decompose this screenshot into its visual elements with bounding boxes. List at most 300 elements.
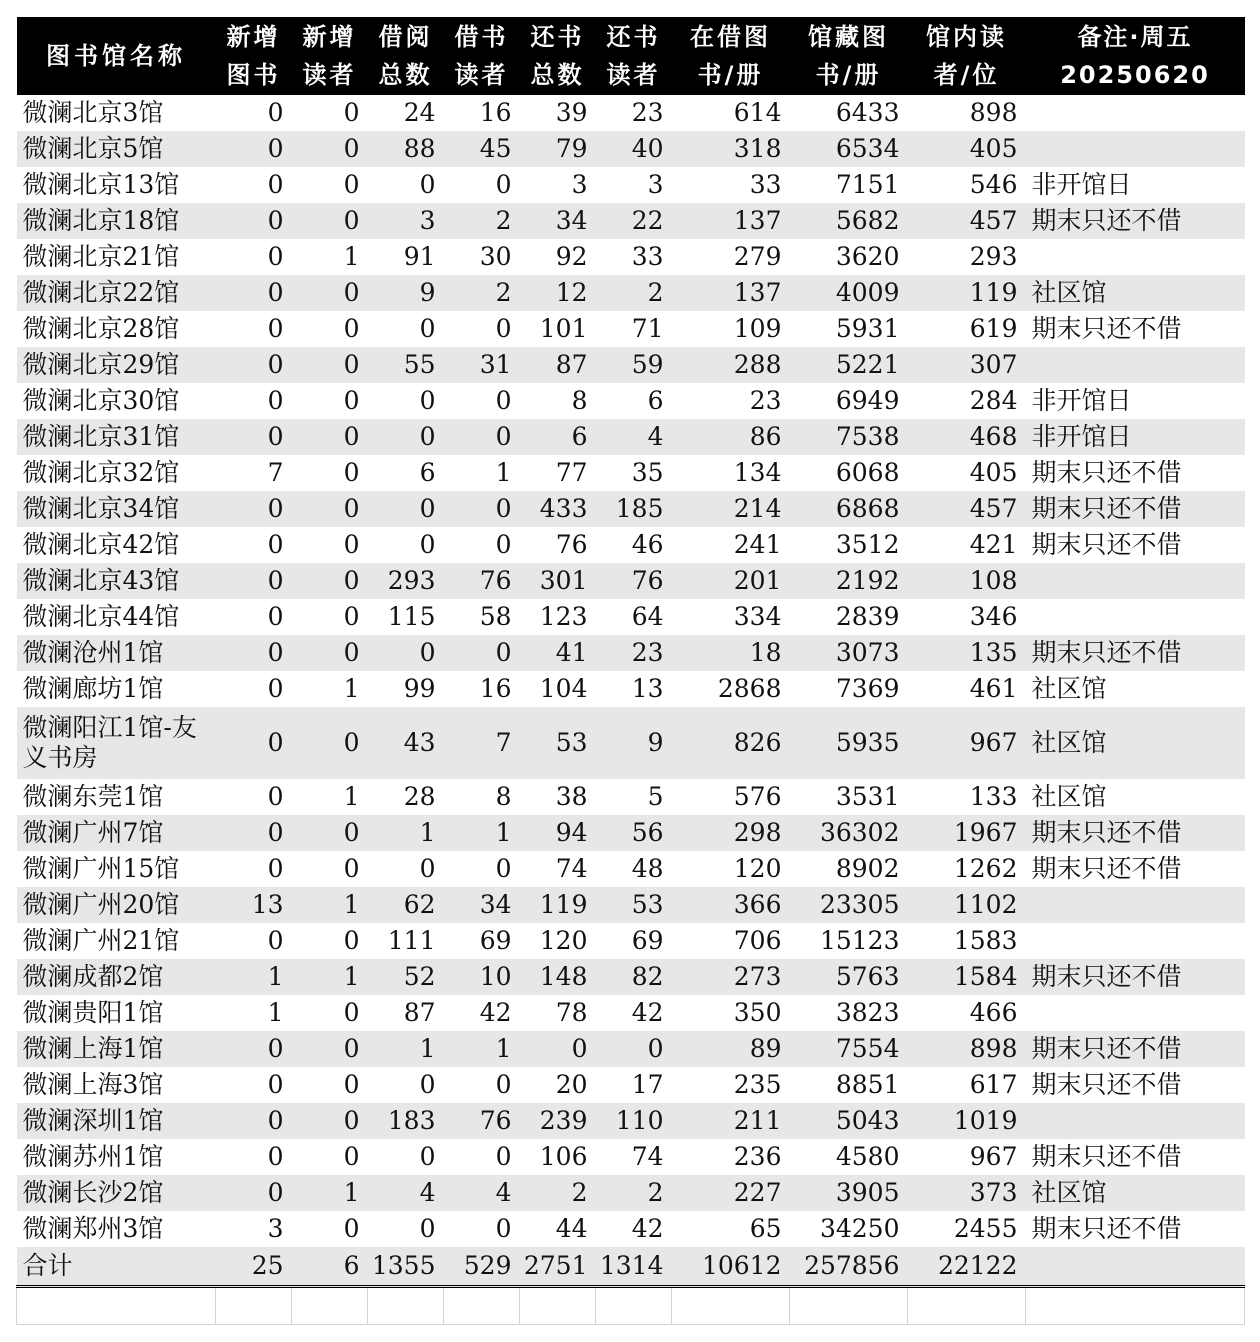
cell-collection-books[interactable]: 7151 — [835, 170, 900, 199]
cell-borrow-total[interactable]: 1 — [368, 815, 444, 851]
cell-new-readers[interactable]: 0 — [292, 815, 368, 851]
cell-on-loan-books[interactable]: 298 — [672, 815, 790, 851]
cell-note[interactable]: 期末只还不借 — [1031, 530, 1182, 559]
cell-borrow-readers[interactable]: 1 — [495, 458, 512, 487]
cell-new-books[interactable]: 0 — [216, 203, 292, 239]
cell-in-library-readers[interactable]: 373 — [908, 1175, 1026, 1211]
cell-return-readers[interactable]: 74 — [631, 1142, 664, 1171]
cell-in-library-readers[interactable]: 1584 — [908, 959, 1026, 995]
cell-new-books[interactable]: 0 — [216, 275, 292, 311]
cell-on-loan-books[interactable]: 23 — [749, 386, 782, 415]
cell-collection-books[interactable]: 8902 — [835, 854, 900, 883]
cell-library-name[interactable]: 微澜北京21馆 — [22, 242, 180, 271]
cell-return-total[interactable]: 79 — [520, 131, 596, 167]
cell-borrow-total[interactable]: 0 — [419, 1214, 436, 1243]
cell-new-readers[interactable]: 0 — [292, 275, 368, 311]
cell-collection-books[interactable]: 36302 — [790, 815, 908, 851]
cell-borrow-total[interactable]: 24 — [403, 98, 436, 127]
cell-return-total[interactable]: 87 — [520, 347, 596, 383]
cell-note[interactable]: 期末只还不借 — [1026, 959, 1245, 995]
cell-return-total[interactable]: 39 — [555, 98, 588, 127]
cell-on-loan-books[interactable]: 214 — [672, 491, 790, 527]
cell-return-readers[interactable]: 6 — [647, 386, 664, 415]
cell-new-books[interactable]: 0 — [267, 386, 284, 415]
cell-borrow-total[interactable]: 0 — [419, 530, 436, 559]
cell-new-books[interactable]: 1 — [216, 959, 292, 995]
cell-note[interactable]: 社区馆 — [1026, 275, 1245, 311]
cell-borrow-total[interactable]: 87 — [403, 998, 436, 1027]
cell-library-name[interactable]: 微澜北京18馆 — [17, 203, 216, 239]
cell-in-library-readers[interactable]: 1019 — [908, 1103, 1026, 1139]
table-row[interactable] — [17, 1139, 1245, 1175]
cell-return-readers[interactable]: 4 — [596, 419, 672, 455]
cell-borrow-readers[interactable]: 0 — [495, 1142, 512, 1171]
cell-new-books[interactable]: 7 — [267, 458, 284, 487]
cell-borrow-readers[interactable]: 0 — [444, 491, 520, 527]
cell-return-total[interactable]: 104 — [539, 674, 588, 703]
cell-on-loan-books[interactable]: 201 — [672, 563, 790, 599]
cell-library-name[interactable]: 微澜廊坊1馆 — [22, 674, 164, 703]
cell-return-readers[interactable]: 33 — [631, 242, 664, 271]
cell-new-readers[interactable]: 0 — [292, 491, 368, 527]
cell-return-readers[interactable]: 71 — [631, 314, 664, 343]
cell-library-name[interactable]: 微澜贵阳1馆 — [22, 998, 164, 1027]
cell-collection-books[interactable]: 8851 — [835, 1070, 900, 1099]
cell-return-total[interactable]: 8 — [571, 386, 588, 415]
cell-note[interactable]: 期末只还不借 — [1031, 314, 1182, 343]
cell-on-loan-books[interactable]: 366 — [672, 887, 790, 923]
table-row[interactable] — [17, 923, 1245, 959]
cell-on-loan-books[interactable]: 350 — [733, 998, 782, 1027]
cell-in-library-readers[interactable]: 1102 — [908, 887, 1026, 923]
table-row[interactable] — [17, 599, 1245, 635]
cell-collection-books[interactable]: 3905 — [790, 1175, 908, 1211]
cell-borrow-total[interactable]: 99 — [403, 674, 436, 703]
cell-return-readers[interactable]: 76 — [596, 563, 672, 599]
total-return-readers[interactable]: 1314 — [596, 1247, 672, 1287]
cell-new-books[interactable]: 0 — [267, 98, 284, 127]
cell-note[interactable]: 非开馆日 — [1026, 419, 1245, 455]
cell-borrow-readers[interactable]: 2 — [444, 203, 520, 239]
cell-borrow-total[interactable]: 1 — [368, 1031, 444, 1067]
table-row[interactable] — [17, 419, 1245, 455]
total-return-total[interactable]: 2751 — [520, 1247, 596, 1287]
cell-on-loan-books[interactable]: 236 — [733, 1142, 782, 1171]
cell-new-readers[interactable]: 1 — [292, 959, 368, 995]
cell-collection-books[interactable]: 3823 — [835, 998, 900, 1027]
cell-library-name[interactable]: 微澜成都2馆 — [17, 959, 216, 995]
cell-note[interactable]: 社区馆 — [1026, 707, 1245, 779]
cell-on-loan-books[interactable]: 826 — [672, 707, 790, 779]
cell-in-library-readers[interactable]: 617 — [969, 1070, 1018, 1099]
cell-borrow-total[interactable]: 52 — [368, 959, 444, 995]
cell-on-loan-books[interactable]: 334 — [733, 602, 782, 631]
cell-borrow-total[interactable]: 0 — [419, 386, 436, 415]
cell-note[interactable]: 期末只还不借 — [1026, 491, 1245, 527]
cell-on-loan-books[interactable]: 137 — [672, 275, 790, 311]
cell-library-name[interactable]: 微澜郑州3馆 — [22, 1214, 164, 1243]
cell-library-name[interactable]: 微澜上海3馆 — [22, 1070, 164, 1099]
cell-collection-books[interactable]: 6534 — [790, 131, 908, 167]
cell-borrow-readers[interactable]: 8 — [495, 782, 512, 811]
cell-new-books[interactable]: 0 — [267, 854, 284, 883]
cell-return-readers[interactable]: 5 — [647, 782, 664, 811]
table-row[interactable] — [17, 815, 1245, 851]
cell-new-readers[interactable]: 0 — [343, 602, 360, 631]
cell-in-library-readers[interactable]: 119 — [908, 275, 1026, 311]
total-note[interactable] — [1026, 1247, 1245, 1287]
cell-collection-books[interactable]: 4580 — [835, 1142, 900, 1171]
cell-collection-books[interactable]: 5931 — [835, 314, 900, 343]
cell-new-books[interactable]: 0 — [216, 1103, 292, 1139]
cell-on-loan-books[interactable]: 614 — [733, 98, 782, 127]
cell-borrow-total[interactable]: 91 — [403, 242, 436, 271]
cell-borrow-readers[interactable]: 69 — [479, 926, 512, 955]
table-row[interactable] — [17, 887, 1245, 923]
cell-borrow-readers[interactable]: 76 — [444, 1103, 520, 1139]
cell-return-total[interactable]: 41 — [520, 635, 596, 671]
cell-borrow-total[interactable]: 9 — [368, 275, 444, 311]
table-row[interactable] — [17, 95, 1245, 131]
cell-library-name[interactable]: 微澜苏州1馆 — [22, 1142, 164, 1171]
cell-collection-books[interactable]: 3620 — [835, 242, 900, 271]
cell-collection-books[interactable]: 3512 — [835, 530, 900, 559]
cell-library-name[interactable]: 微澜北京28馆 — [22, 314, 180, 343]
cell-note[interactable]: 期末只还不借 — [1031, 1142, 1182, 1171]
cell-borrow-total[interactable]: 0 — [368, 419, 444, 455]
cell-borrow-readers[interactable]: 30 — [479, 242, 512, 271]
cell-note[interactable] — [1026, 1103, 1245, 1139]
cell-borrow-readers[interactable]: 0 — [495, 170, 512, 199]
cell-return-total[interactable]: 77 — [555, 458, 588, 487]
cell-borrow-total[interactable]: 43 — [368, 707, 444, 779]
cell-note[interactable]: 社区馆 — [1026, 1175, 1245, 1211]
cell-new-readers[interactable]: 0 — [292, 563, 368, 599]
cell-library-name[interactable]: 微澜沧州1馆 — [17, 635, 216, 671]
cell-return-readers[interactable]: 17 — [631, 1070, 664, 1099]
cell-library-name[interactable]: 微澜长沙2馆 — [17, 1175, 216, 1211]
cell-return-total[interactable]: 20 — [555, 1070, 588, 1099]
cell-note[interactable]: 期末只还不借 — [1026, 1031, 1245, 1067]
total-borrow-readers[interactable]: 529 — [444, 1247, 520, 1287]
cell-note[interactable]: 非开馆日 — [1031, 170, 1132, 199]
cell-library-name[interactable]: 微澜上海1馆 — [17, 1031, 216, 1067]
cell-borrow-readers[interactable]: 0 — [495, 386, 512, 415]
cell-borrow-readers[interactable]: 0 — [495, 1214, 512, 1243]
cell-new-readers[interactable]: 0 — [292, 419, 368, 455]
cell-borrow-total[interactable]: 3 — [368, 203, 444, 239]
cell-new-readers[interactable]: 0 — [343, 314, 360, 343]
table-row[interactable] — [17, 311, 1245, 347]
cell-in-library-readers[interactable]: 293 — [969, 242, 1018, 271]
cell-new-books[interactable]: 3 — [267, 1214, 284, 1243]
table-row[interactable] — [17, 527, 1245, 563]
cell-in-library-readers[interactable]: 461 — [969, 674, 1018, 703]
cell-on-loan-books[interactable]: 18 — [672, 635, 790, 671]
total-new-readers[interactable]: 6 — [292, 1247, 368, 1287]
cell-on-loan-books[interactable]: 65 — [749, 1214, 782, 1243]
cell-library-name[interactable]: 微澜阳江1馆-友义书房 — [17, 707, 216, 779]
cell-borrow-readers[interactable]: 1 — [444, 1031, 520, 1067]
cell-in-library-readers[interactable]: 405 — [969, 458, 1018, 487]
cell-on-loan-books[interactable]: 89 — [672, 1031, 790, 1067]
cell-library-name[interactable]: 微澜北京29馆 — [17, 347, 216, 383]
cell-new-books[interactable]: 0 — [267, 1142, 284, 1171]
cell-on-loan-books[interactable]: 211 — [672, 1103, 790, 1139]
cell-borrow-readers[interactable]: 0 — [495, 530, 512, 559]
cell-borrow-total[interactable]: 0 — [419, 170, 436, 199]
cell-library-name[interactable]: 微澜北京22馆 — [17, 275, 216, 311]
cell-new-readers[interactable]: 0 — [343, 530, 360, 559]
cell-new-readers[interactable]: 0 — [292, 707, 368, 779]
cell-return-readers[interactable]: 69 — [631, 926, 664, 955]
cell-new-books[interactable]: 0 — [267, 926, 284, 955]
cell-new-books[interactable]: 0 — [216, 491, 292, 527]
cell-return-readers[interactable]: 46 — [631, 530, 664, 559]
cell-borrow-readers[interactable]: 76 — [444, 563, 520, 599]
table-row[interactable] — [17, 779, 1245, 815]
table-row[interactable] — [17, 1103, 1245, 1139]
cell-new-readers[interactable]: 0 — [343, 998, 360, 1027]
cell-note[interactable]: 期末只还不借 — [1031, 458, 1182, 487]
cell-in-library-readers[interactable]: 619 — [969, 314, 1018, 343]
table-row[interactable] — [17, 455, 1245, 491]
cell-new-books[interactable]: 0 — [216, 635, 292, 671]
cell-on-loan-books[interactable]: 137 — [672, 203, 790, 239]
cell-library-name[interactable]: 微澜北京3馆 — [22, 98, 164, 127]
cell-collection-books[interactable]: 5935 — [790, 707, 908, 779]
table-row[interactable] — [17, 995, 1245, 1031]
cell-library-name[interactable]: 微澜北京30馆 — [22, 386, 180, 415]
cell-note[interactable]: 期末只还不借 — [1026, 635, 1245, 671]
cell-library-name[interactable]: 微澜广州15馆 — [22, 854, 180, 883]
cell-new-books[interactable]: 1 — [267, 998, 284, 1027]
cell-return-total[interactable]: 92 — [555, 242, 588, 271]
cell-collection-books[interactable]: 3073 — [790, 635, 908, 671]
table-row[interactable] — [17, 1211, 1245, 1247]
cell-return-total[interactable]: 3 — [571, 170, 588, 199]
cell-in-library-readers[interactable]: 421 — [969, 530, 1018, 559]
cell-borrow-readers[interactable]: 0 — [495, 314, 512, 343]
cell-on-loan-books[interactable]: 273 — [672, 959, 790, 995]
cell-return-readers[interactable]: 9 — [596, 707, 672, 779]
cell-borrow-total[interactable]: 62 — [368, 887, 444, 923]
cell-in-library-readers[interactable]: 457 — [908, 491, 1026, 527]
cell-in-library-readers[interactable]: 108 — [908, 563, 1026, 599]
cell-return-total[interactable]: 74 — [555, 854, 588, 883]
cell-in-library-readers[interactable]: 546 — [969, 170, 1018, 199]
cell-return-readers[interactable]: 64 — [631, 602, 664, 631]
cell-new-readers[interactable]: 0 — [343, 458, 360, 487]
cell-collection-books[interactable]: 7554 — [790, 1031, 908, 1067]
cell-return-readers[interactable]: 53 — [596, 887, 672, 923]
cell-return-total[interactable]: 433 — [520, 491, 596, 527]
cell-collection-books[interactable]: 4009 — [790, 275, 908, 311]
cell-note[interactable] — [1026, 995, 1245, 1031]
cell-new-books[interactable]: 0 — [267, 602, 284, 631]
cell-collection-books[interactable]: 6433 — [835, 98, 900, 127]
cell-return-readers[interactable]: 42 — [631, 998, 664, 1027]
cell-note[interactable] — [1026, 347, 1245, 383]
cell-collection-books[interactable]: 3531 — [835, 782, 900, 811]
empty-cell[interactable] — [908, 1287, 1026, 1325]
cell-new-books[interactable]: 0 — [267, 674, 284, 703]
cell-return-readers[interactable]: 42 — [631, 1214, 664, 1243]
cell-borrow-total[interactable]: 6 — [419, 458, 436, 487]
empty-cell[interactable] — [368, 1287, 444, 1325]
cell-return-total[interactable]: 0 — [520, 1031, 596, 1067]
empty-cell[interactable] — [17, 1287, 216, 1325]
cell-new-books[interactable]: 0 — [267, 1070, 284, 1099]
empty-cell[interactable] — [790, 1287, 908, 1325]
table-row[interactable] — [17, 1175, 1245, 1211]
cell-collection-books[interactable]: 15123 — [819, 926, 900, 955]
table-row[interactable] — [17, 959, 1245, 995]
cell-in-library-readers[interactable]: 284 — [969, 386, 1018, 415]
cell-return-readers[interactable]: 3 — [647, 170, 664, 199]
cell-on-loan-books[interactable]: 109 — [733, 314, 782, 343]
cell-borrow-total[interactable]: 0 — [419, 854, 436, 883]
cell-library-name[interactable]: 微澜北京5馆 — [17, 131, 216, 167]
cell-borrow-readers[interactable]: 0 — [495, 854, 512, 883]
cell-library-name[interactable]: 微澜北京34馆 — [17, 491, 216, 527]
cell-library-name[interactable]: 微澜北京32馆 — [22, 458, 180, 487]
cell-new-books[interactable]: 0 — [216, 1031, 292, 1067]
cell-new-books[interactable]: 0 — [216, 419, 292, 455]
cell-return-readers[interactable]: 82 — [596, 959, 672, 995]
cell-library-name[interactable]: 微澜北京43馆 — [17, 563, 216, 599]
cell-collection-books[interactable]: 5043 — [790, 1103, 908, 1139]
cell-on-loan-books[interactable]: 241 — [733, 530, 782, 559]
cell-in-library-readers[interactable]: 1583 — [953, 926, 1018, 955]
cell-new-books[interactable]: 0 — [216, 815, 292, 851]
cell-return-readers[interactable]: 23 — [596, 635, 672, 671]
total-collection-books[interactable]: 257856 — [790, 1247, 908, 1287]
cell-note[interactable]: 期末只还不借 — [1031, 1070, 1182, 1099]
table-row[interactable] — [17, 1067, 1245, 1103]
cell-on-loan-books[interactable]: 2868 — [717, 674, 782, 703]
cell-return-readers[interactable]: 0 — [596, 1031, 672, 1067]
table-row[interactable] — [17, 635, 1245, 671]
cell-library-name[interactable]: 微澜广州20馆 — [17, 887, 216, 923]
cell-in-library-readers[interactable]: 2455 — [953, 1214, 1018, 1243]
total-library-name[interactable]: 合计 — [17, 1247, 216, 1287]
cell-borrow-total[interactable]: 88 — [368, 131, 444, 167]
cell-note[interactable]: 期末只还不借 — [1031, 1214, 1182, 1243]
cell-library-name[interactable]: 微澜北京44馆 — [22, 602, 180, 631]
cell-return-readers[interactable]: 185 — [596, 491, 672, 527]
cell-return-total[interactable]: 148 — [520, 959, 596, 995]
empty-cell[interactable] — [216, 1287, 292, 1325]
cell-return-readers[interactable]: 59 — [596, 347, 672, 383]
cell-borrow-total[interactable]: 0 — [368, 491, 444, 527]
cell-new-readers[interactable]: 0 — [292, 1103, 368, 1139]
cell-return-total[interactable]: 119 — [520, 887, 596, 923]
cell-new-readers[interactable]: 0 — [343, 1070, 360, 1099]
cell-borrow-total[interactable]: 0 — [419, 314, 436, 343]
cell-in-library-readers[interactable]: 307 — [908, 347, 1026, 383]
cell-library-name[interactable]: 微澜广州21馆 — [22, 926, 180, 955]
empty-cell[interactable] — [292, 1287, 368, 1325]
cell-borrow-readers[interactable]: 10 — [444, 959, 520, 995]
cell-new-books[interactable]: 13 — [216, 887, 292, 923]
cell-borrow-readers[interactable]: 0 — [444, 635, 520, 671]
cell-borrow-readers[interactable]: 0 — [444, 419, 520, 455]
cell-new-readers[interactable]: 0 — [292, 635, 368, 671]
cell-return-total[interactable]: 38 — [555, 782, 588, 811]
total-new-books[interactable]: 25 — [216, 1247, 292, 1287]
cell-borrow-readers[interactable]: 45 — [444, 131, 520, 167]
empty-cell[interactable] — [520, 1287, 596, 1325]
cell-note[interactable] — [1026, 131, 1245, 167]
cell-borrow-total[interactable]: 293 — [368, 563, 444, 599]
empty-cell[interactable] — [596, 1287, 672, 1325]
cell-new-readers[interactable]: 1 — [343, 674, 360, 703]
cell-new-readers[interactable]: 0 — [343, 926, 360, 955]
cell-return-readers[interactable]: 23 — [631, 98, 664, 127]
cell-collection-books[interactable]: 23305 — [790, 887, 908, 923]
cell-borrow-total[interactable]: 0 — [419, 1070, 436, 1099]
cell-collection-books[interactable]: 6949 — [835, 386, 900, 415]
cell-in-library-readers[interactable]: 967 — [908, 707, 1026, 779]
cell-on-loan-books[interactable]: 706 — [733, 926, 782, 955]
cell-borrow-total[interactable]: 183 — [368, 1103, 444, 1139]
cell-new-books[interactable]: 0 — [216, 563, 292, 599]
cell-library-name[interactable]: 微澜东莞1馆 — [22, 782, 164, 811]
cell-new-books[interactable]: 0 — [216, 347, 292, 383]
cell-return-total[interactable]: 101 — [539, 314, 588, 343]
cell-borrow-readers[interactable]: 1 — [444, 815, 520, 851]
cell-library-name[interactable]: 微澜北京13馆 — [22, 170, 180, 199]
cell-new-readers[interactable]: 1 — [343, 782, 360, 811]
cell-library-name[interactable]: 微澜广州7馆 — [17, 815, 216, 851]
cell-new-books[interactable]: 0 — [267, 314, 284, 343]
cell-library-name[interactable]: 微澜北京31馆 — [17, 419, 216, 455]
cell-new-books[interactable]: 0 — [267, 242, 284, 271]
cell-borrow-readers[interactable]: 16 — [479, 674, 512, 703]
cell-borrow-total[interactable]: 115 — [387, 602, 436, 631]
empty-cell[interactable] — [672, 1287, 790, 1325]
cell-collection-books[interactable]: 34250 — [819, 1214, 900, 1243]
table-row[interactable] — [17, 275, 1245, 311]
cell-borrow-readers[interactable]: 7 — [444, 707, 520, 779]
cell-note[interactable]: 社区馆 — [1031, 782, 1107, 811]
cell-in-library-readers[interactable]: 346 — [969, 602, 1018, 631]
empty-cell[interactable] — [444, 1287, 520, 1325]
cell-return-total[interactable]: 12 — [520, 275, 596, 311]
cell-return-total[interactable]: 78 — [555, 998, 588, 1027]
table-row[interactable] — [17, 167, 1245, 203]
cell-collection-books[interactable]: 7369 — [835, 674, 900, 703]
cell-new-readers[interactable]: 0 — [292, 347, 368, 383]
cell-library-name[interactable]: 微澜深圳1馆 — [17, 1103, 216, 1139]
cell-note[interactable]: 期末只还不借 — [1031, 854, 1182, 883]
cell-return-total[interactable]: 123 — [539, 602, 588, 631]
cell-collection-books[interactable]: 6868 — [790, 491, 908, 527]
cell-note[interactable]: 社区馆 — [1031, 674, 1107, 703]
table-row[interactable] — [17, 239, 1245, 275]
cell-on-loan-books[interactable]: 227 — [672, 1175, 790, 1211]
cell-borrow-readers[interactable]: 58 — [479, 602, 512, 631]
cell-borrow-total[interactable]: 111 — [387, 926, 436, 955]
table-row[interactable] — [17, 851, 1245, 887]
cell-return-readers[interactable]: 22 — [596, 203, 672, 239]
cell-new-readers[interactable]: 0 — [343, 170, 360, 199]
cell-borrow-readers[interactable]: 16 — [479, 98, 512, 127]
cell-new-books[interactable]: 0 — [216, 707, 292, 779]
cell-new-readers[interactable]: 1 — [343, 242, 360, 271]
cell-borrow-readers[interactable]: 42 — [479, 998, 512, 1027]
